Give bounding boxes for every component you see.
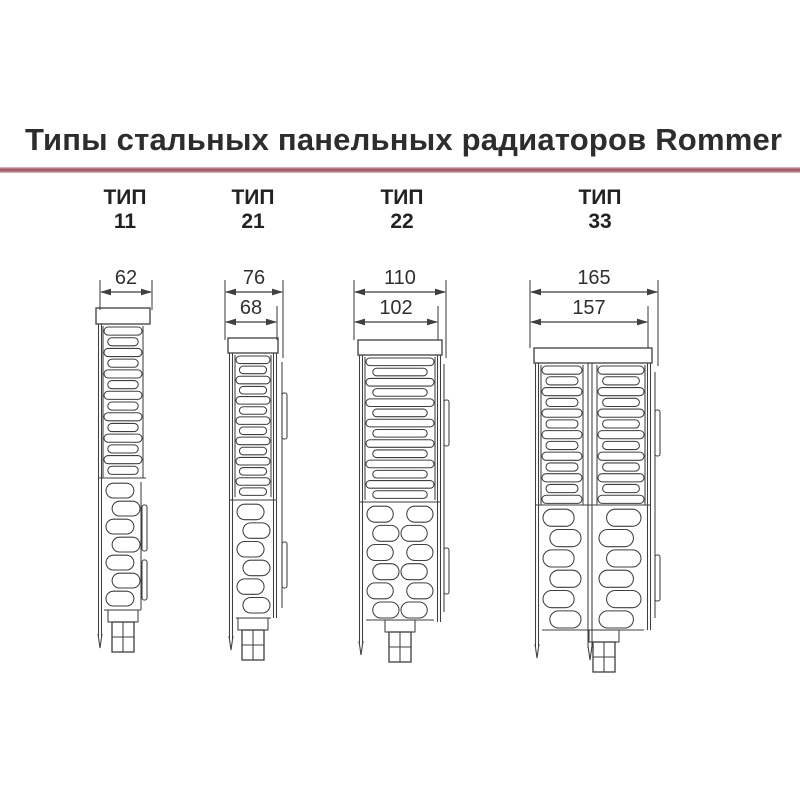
panel-bottom-tip xyxy=(535,644,539,658)
convector-fin xyxy=(104,456,142,464)
dimension-value: 165 xyxy=(577,267,611,289)
convector-fin xyxy=(104,370,142,378)
type-label-word: ТИП xyxy=(578,186,622,209)
wall-bracket-tab xyxy=(282,542,287,588)
panel-channel xyxy=(237,504,264,519)
convector-fin xyxy=(598,474,644,482)
convector-fin xyxy=(366,460,434,468)
convector-fin xyxy=(542,452,582,460)
wall-bracket-tab xyxy=(444,548,449,594)
panel-channel xyxy=(550,530,581,547)
convector-fin xyxy=(598,409,644,417)
panel-channel xyxy=(112,537,140,552)
convector-fin xyxy=(239,366,266,374)
convector-fin xyxy=(603,484,640,492)
radiator-type-33-section xyxy=(530,267,660,672)
convector-fin xyxy=(108,466,138,474)
panel-channel xyxy=(112,573,140,588)
convector-fin xyxy=(366,399,434,407)
fitting-shoulder xyxy=(238,618,268,630)
convector-fin xyxy=(104,391,142,399)
dimension-value: 76 xyxy=(242,267,266,289)
panel-channel xyxy=(243,523,270,538)
panel-channel xyxy=(401,564,427,580)
convector-fin xyxy=(546,377,578,385)
convector-fin xyxy=(366,440,434,448)
panel-channel xyxy=(543,509,574,526)
convector-fin xyxy=(373,450,427,458)
wall-bracket-tab xyxy=(444,400,449,446)
convector-fin xyxy=(366,481,434,489)
convector-fin xyxy=(542,431,582,439)
panel-channel xyxy=(543,591,574,608)
dimension-arrowhead xyxy=(530,289,541,296)
convector-fin xyxy=(108,359,138,367)
panel-channel xyxy=(237,579,264,594)
convector-fin xyxy=(373,409,427,417)
top-grille xyxy=(534,348,652,363)
panel-channel xyxy=(550,570,581,587)
panel-channel xyxy=(106,591,134,606)
panel-channel xyxy=(407,583,433,599)
dimension-value: 110 xyxy=(384,267,416,289)
dimension-arrowhead xyxy=(266,319,277,326)
convector-fin xyxy=(239,386,266,394)
panel-channel xyxy=(112,501,140,516)
convector-fin xyxy=(373,389,427,397)
panel-channel xyxy=(367,583,393,599)
convector-fin xyxy=(108,402,138,410)
type-label-number: 11 xyxy=(113,209,137,233)
convector-fin xyxy=(239,468,266,476)
dimension-arrowhead xyxy=(354,289,365,296)
dimension-arrowhead xyxy=(354,319,365,326)
panel-channel xyxy=(243,598,270,613)
panel-channel xyxy=(607,591,641,608)
type-label-number: 22 xyxy=(390,209,414,233)
panel-bottom-tip xyxy=(359,641,363,655)
convector-fin xyxy=(598,495,644,503)
convector-fin xyxy=(542,409,582,417)
convector-fin xyxy=(239,447,266,455)
panel-bottom-tip xyxy=(229,636,233,650)
wall-bracket-tab xyxy=(282,393,287,439)
panel-channel xyxy=(106,483,134,498)
dimension-value: 62 xyxy=(114,267,138,289)
fitting-shoulder xyxy=(385,620,415,632)
convector-fin xyxy=(366,358,434,366)
dimension-arrowhead xyxy=(637,319,648,326)
convector-fin xyxy=(546,441,578,449)
wall-bracket-tab xyxy=(655,555,660,601)
convector-fin xyxy=(546,484,578,492)
panel-channel xyxy=(401,602,427,618)
radiator-type-21-section xyxy=(225,267,287,660)
panel-channel xyxy=(599,570,633,587)
dimension-value: 157 xyxy=(572,297,606,319)
convector-fin xyxy=(603,377,640,385)
dimension-arrowhead xyxy=(427,319,438,326)
panel-bottom-tip xyxy=(98,634,102,648)
panel-channel xyxy=(243,560,270,575)
panel-channel xyxy=(607,550,641,567)
type-label-number: 33 xyxy=(588,209,612,233)
convector-fin xyxy=(373,470,427,478)
panel-channel xyxy=(550,611,581,628)
panel-channel xyxy=(599,530,633,547)
wall-bracket-tab xyxy=(142,505,147,551)
panel-channel xyxy=(407,506,433,522)
convector-fin xyxy=(366,419,434,427)
top-grille xyxy=(228,338,278,353)
convector-fin xyxy=(366,378,434,386)
dimension-arrowhead xyxy=(225,289,236,296)
convector-fin xyxy=(603,398,640,406)
convector-fin xyxy=(108,338,138,346)
convector-fin xyxy=(239,427,266,435)
convector-fin xyxy=(236,437,270,445)
dimension-arrowhead xyxy=(141,289,152,296)
page-title: Типы стальных панельных радиаторов Rommer xyxy=(25,122,783,157)
radiator-type-22-section xyxy=(354,267,449,662)
convector-fin xyxy=(236,478,270,486)
fitting-shoulder xyxy=(589,630,619,642)
convector-fin xyxy=(104,327,142,335)
convector-fin xyxy=(603,463,640,471)
convector-fin xyxy=(542,388,582,396)
convector-fin xyxy=(542,495,582,503)
panel-channel xyxy=(401,525,427,541)
wall-bracket-tab xyxy=(655,410,660,456)
panel-channel xyxy=(407,545,433,561)
convector-fin xyxy=(236,417,270,425)
convector-fin xyxy=(236,457,270,465)
fitting-shoulder xyxy=(108,610,138,622)
panel-channel xyxy=(599,611,633,628)
convector-fin xyxy=(546,420,578,428)
dimension-arrowhead xyxy=(272,289,283,296)
type-label-number: 21 xyxy=(241,209,265,233)
convector-fin xyxy=(598,452,644,460)
convector-fin xyxy=(236,397,270,405)
convector-fin xyxy=(108,445,138,453)
dimension-arrowhead xyxy=(530,319,541,326)
convector-fin xyxy=(373,491,427,499)
convector-fin xyxy=(598,366,644,374)
convector-fin xyxy=(239,488,266,496)
panel-channel xyxy=(373,564,399,580)
dimension-arrowhead xyxy=(647,289,658,296)
type-label-word: ТИП xyxy=(231,186,275,209)
convector-fin xyxy=(373,430,427,438)
panel-channel xyxy=(373,602,399,618)
wall-bracket-tab xyxy=(142,560,147,600)
panel-channel xyxy=(373,525,399,541)
convector-fin xyxy=(546,463,578,471)
convector-fin xyxy=(236,376,270,384)
type-label-word: ТИП xyxy=(380,186,424,209)
top-grille xyxy=(96,308,150,324)
type-label-word: ТИП xyxy=(103,186,147,209)
panel-channel xyxy=(367,506,393,522)
dimension-arrowhead xyxy=(100,289,111,296)
radiator-type-11-section xyxy=(96,267,152,652)
dimension-arrowhead xyxy=(435,289,446,296)
convector-fin xyxy=(239,407,266,415)
top-grille xyxy=(358,340,442,355)
convector-fin xyxy=(546,398,578,406)
panel-channel xyxy=(106,555,134,570)
convector-fin xyxy=(373,368,427,376)
convector-fin xyxy=(598,388,644,396)
dimension-arrowhead xyxy=(225,319,236,326)
convector-fin xyxy=(603,441,640,449)
panel-channel xyxy=(106,519,134,534)
dimension-value: 68 xyxy=(239,297,263,319)
convector-fin xyxy=(542,366,582,374)
panel-channel xyxy=(237,542,264,557)
convector-fin xyxy=(104,413,142,421)
panel-bottom-tip xyxy=(588,646,592,660)
convector-fin xyxy=(104,348,142,356)
convector-fin xyxy=(236,356,270,364)
convector-fin xyxy=(104,434,142,442)
panel-channel xyxy=(367,545,393,561)
convector-fin xyxy=(108,381,138,389)
panel-channel xyxy=(543,550,574,567)
dimension-value: 102 xyxy=(379,297,413,319)
panel-channel xyxy=(607,509,641,526)
convector-fin xyxy=(603,420,640,428)
convector-fin xyxy=(542,474,582,482)
convector-fin xyxy=(108,423,138,431)
convector-fin xyxy=(598,431,644,439)
